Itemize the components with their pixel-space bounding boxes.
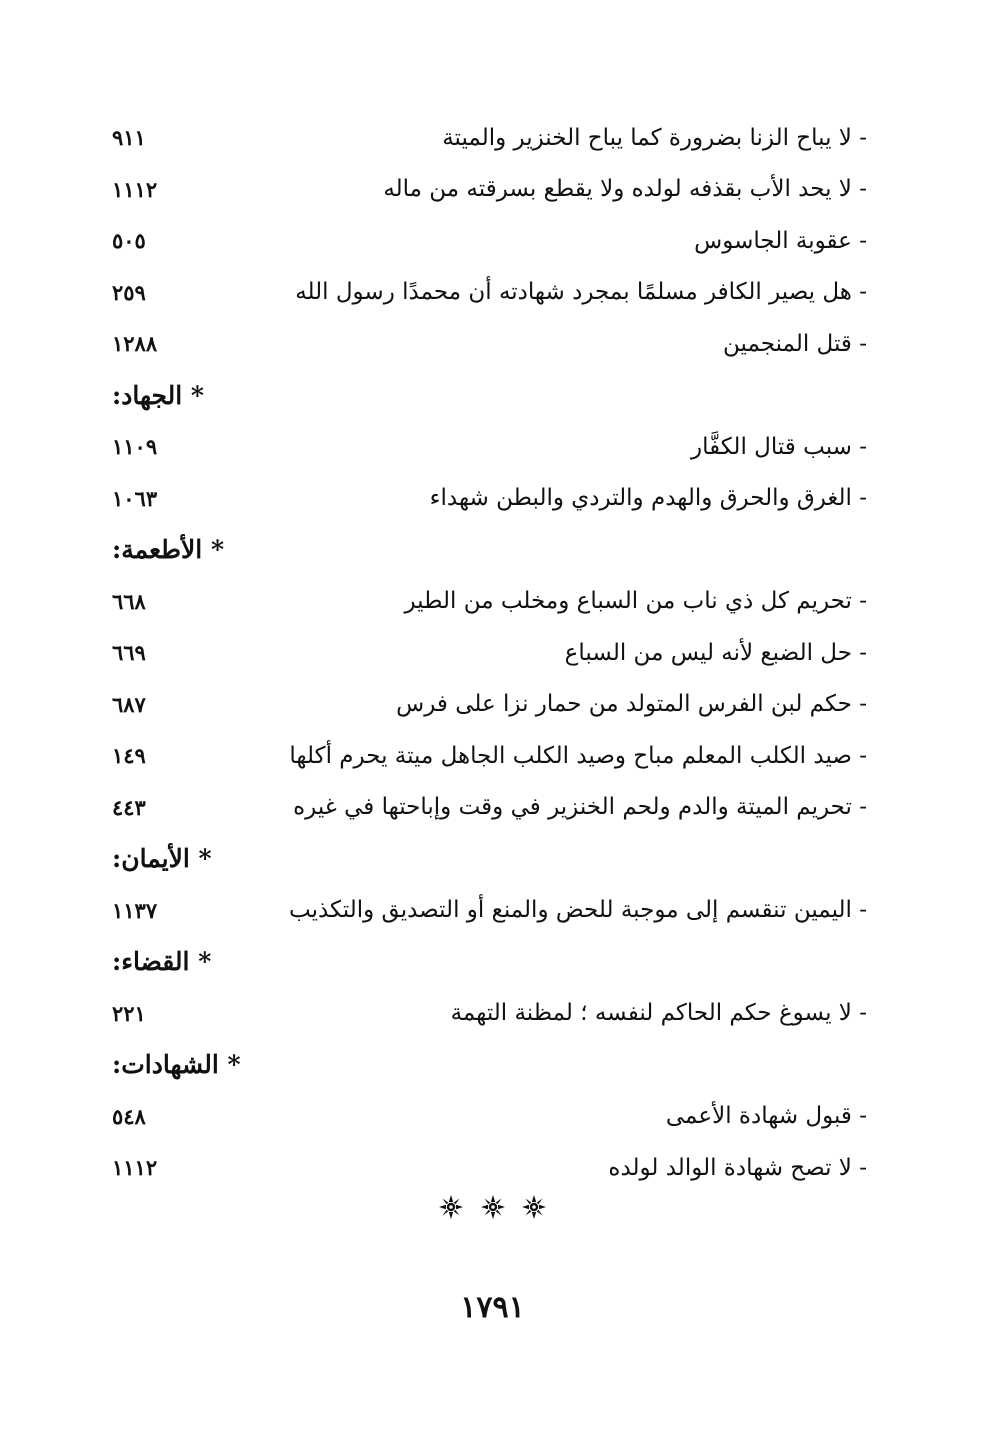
section-heading (112, 833, 867, 885)
entry-text: - لا يحد الأب بقذفه لولده ولا يقطع بسرقته من ماله (383, 176, 867, 203)
entry-text: - حكم لبن الفرس المتولد من حمار نزا على فرس (396, 691, 867, 718)
entry-text: - عقوبة الجاسوس (694, 227, 867, 254)
entry-page-number: ٩١١ (112, 125, 146, 151)
index-entry (112, 576, 867, 628)
entry-page-number: ١٤٩ (112, 743, 146, 769)
section-heading-text: * الجهاد: (112, 380, 204, 410)
entry-page-number: ٢٢١ (112, 1000, 146, 1026)
page-number: ١٧٩١ (460, 1290, 525, 1325)
section-heading-text: * الأيمان: (112, 844, 212, 874)
index-entry (112, 1091, 867, 1143)
entry-page-number: ٥٠٥ (112, 228, 146, 254)
index-entry (112, 988, 867, 1040)
entry-page-number: ١٢٨٨ (112, 331, 158, 357)
index-entry (112, 112, 867, 164)
ornament-flower-icon (481, 1195, 505, 1219)
entry-page-number: ١١١٢ (112, 1155, 158, 1181)
entry-page-number: ٢٥٩ (112, 279, 146, 305)
section-heading-text: * القضاء: (112, 947, 212, 977)
entry-page-number: ٦٦٨ (112, 588, 146, 614)
entry-page-number: ١١١٢ (112, 176, 158, 202)
entry-text: - سبب قتال الكفَّار (690, 433, 867, 460)
entry-page-number: ١١٣٧ (112, 897, 158, 923)
entry-text: - لا يباح الزنا بضرورة كما يباح الخنزير والميتة (442, 124, 867, 151)
entry-page-number: ٥٤٨ (112, 1103, 146, 1129)
entry-text: - الغرق والحرق والهدم والتردي والبطن شهداء (429, 485, 867, 512)
entry-text: - تحريم الميتة والدم ولحم الخنزير في وقت وإباحتها في غيره (293, 794, 867, 821)
section-heading-text: * الشهادات: (112, 1050, 241, 1080)
index-entry (112, 164, 867, 216)
section-heading (112, 524, 867, 576)
index-list (112, 112, 867, 1194)
section-heading (112, 936, 867, 988)
index-entry (112, 885, 867, 937)
entry-text: - قبول شهادة الأعمى (665, 1103, 867, 1130)
ornament-flower-icon (522, 1195, 546, 1219)
index-entry (112, 730, 867, 782)
entry-page-number: ٦٨٧ (112, 691, 146, 717)
index-entry (112, 267, 867, 319)
entry-page-number: ٦٦٩ (112, 640, 146, 666)
entry-text: - لا تصح شهادة الوالد لولده (608, 1154, 867, 1181)
entry-text: - لا يسوغ حكم الحاكم لنفسه ؛ لمظنة التهمة (450, 1000, 867, 1027)
entry-text: - تحريم كل ذي ناب من السباع ومخلب من الطير (404, 588, 867, 615)
index-entry (112, 679, 867, 731)
index-entry (112, 318, 867, 370)
section-end-ornament (0, 1195, 985, 1219)
section-heading-text: * الأطعمة: (112, 535, 225, 565)
entry-page-number: ٤٤٣ (112, 794, 146, 820)
ornament-flower-icon (439, 1195, 463, 1219)
entry-text: - قتل المنجمين (723, 330, 867, 357)
entry-page-number: ١١٠٩ (112, 434, 158, 460)
entry-text: - هل يصير الكافر مسلمًا بمجرد شهادته أن محمدًا رسول الله (295, 279, 867, 306)
index-entry (112, 215, 867, 267)
section-heading (112, 1039, 867, 1091)
section-heading (112, 370, 867, 422)
entry-text: - اليمين تنقسم إلى موجبة للحض والمنع أو التصديق والتكذيب (289, 897, 867, 924)
index-entry (112, 782, 867, 834)
index-entry (112, 627, 867, 679)
index-entry (112, 1142, 867, 1194)
entry-text: - حل الضبع لأنه ليس من السباع (564, 639, 867, 666)
entry-page-number: ١٠٦٣ (112, 485, 158, 511)
index-entry (112, 421, 867, 473)
entry-text: - صيد الكلب المعلم مباح وصيد الكلب الجاهل ميتة يحرم أكلها (289, 742, 867, 769)
index-entry (112, 473, 867, 525)
